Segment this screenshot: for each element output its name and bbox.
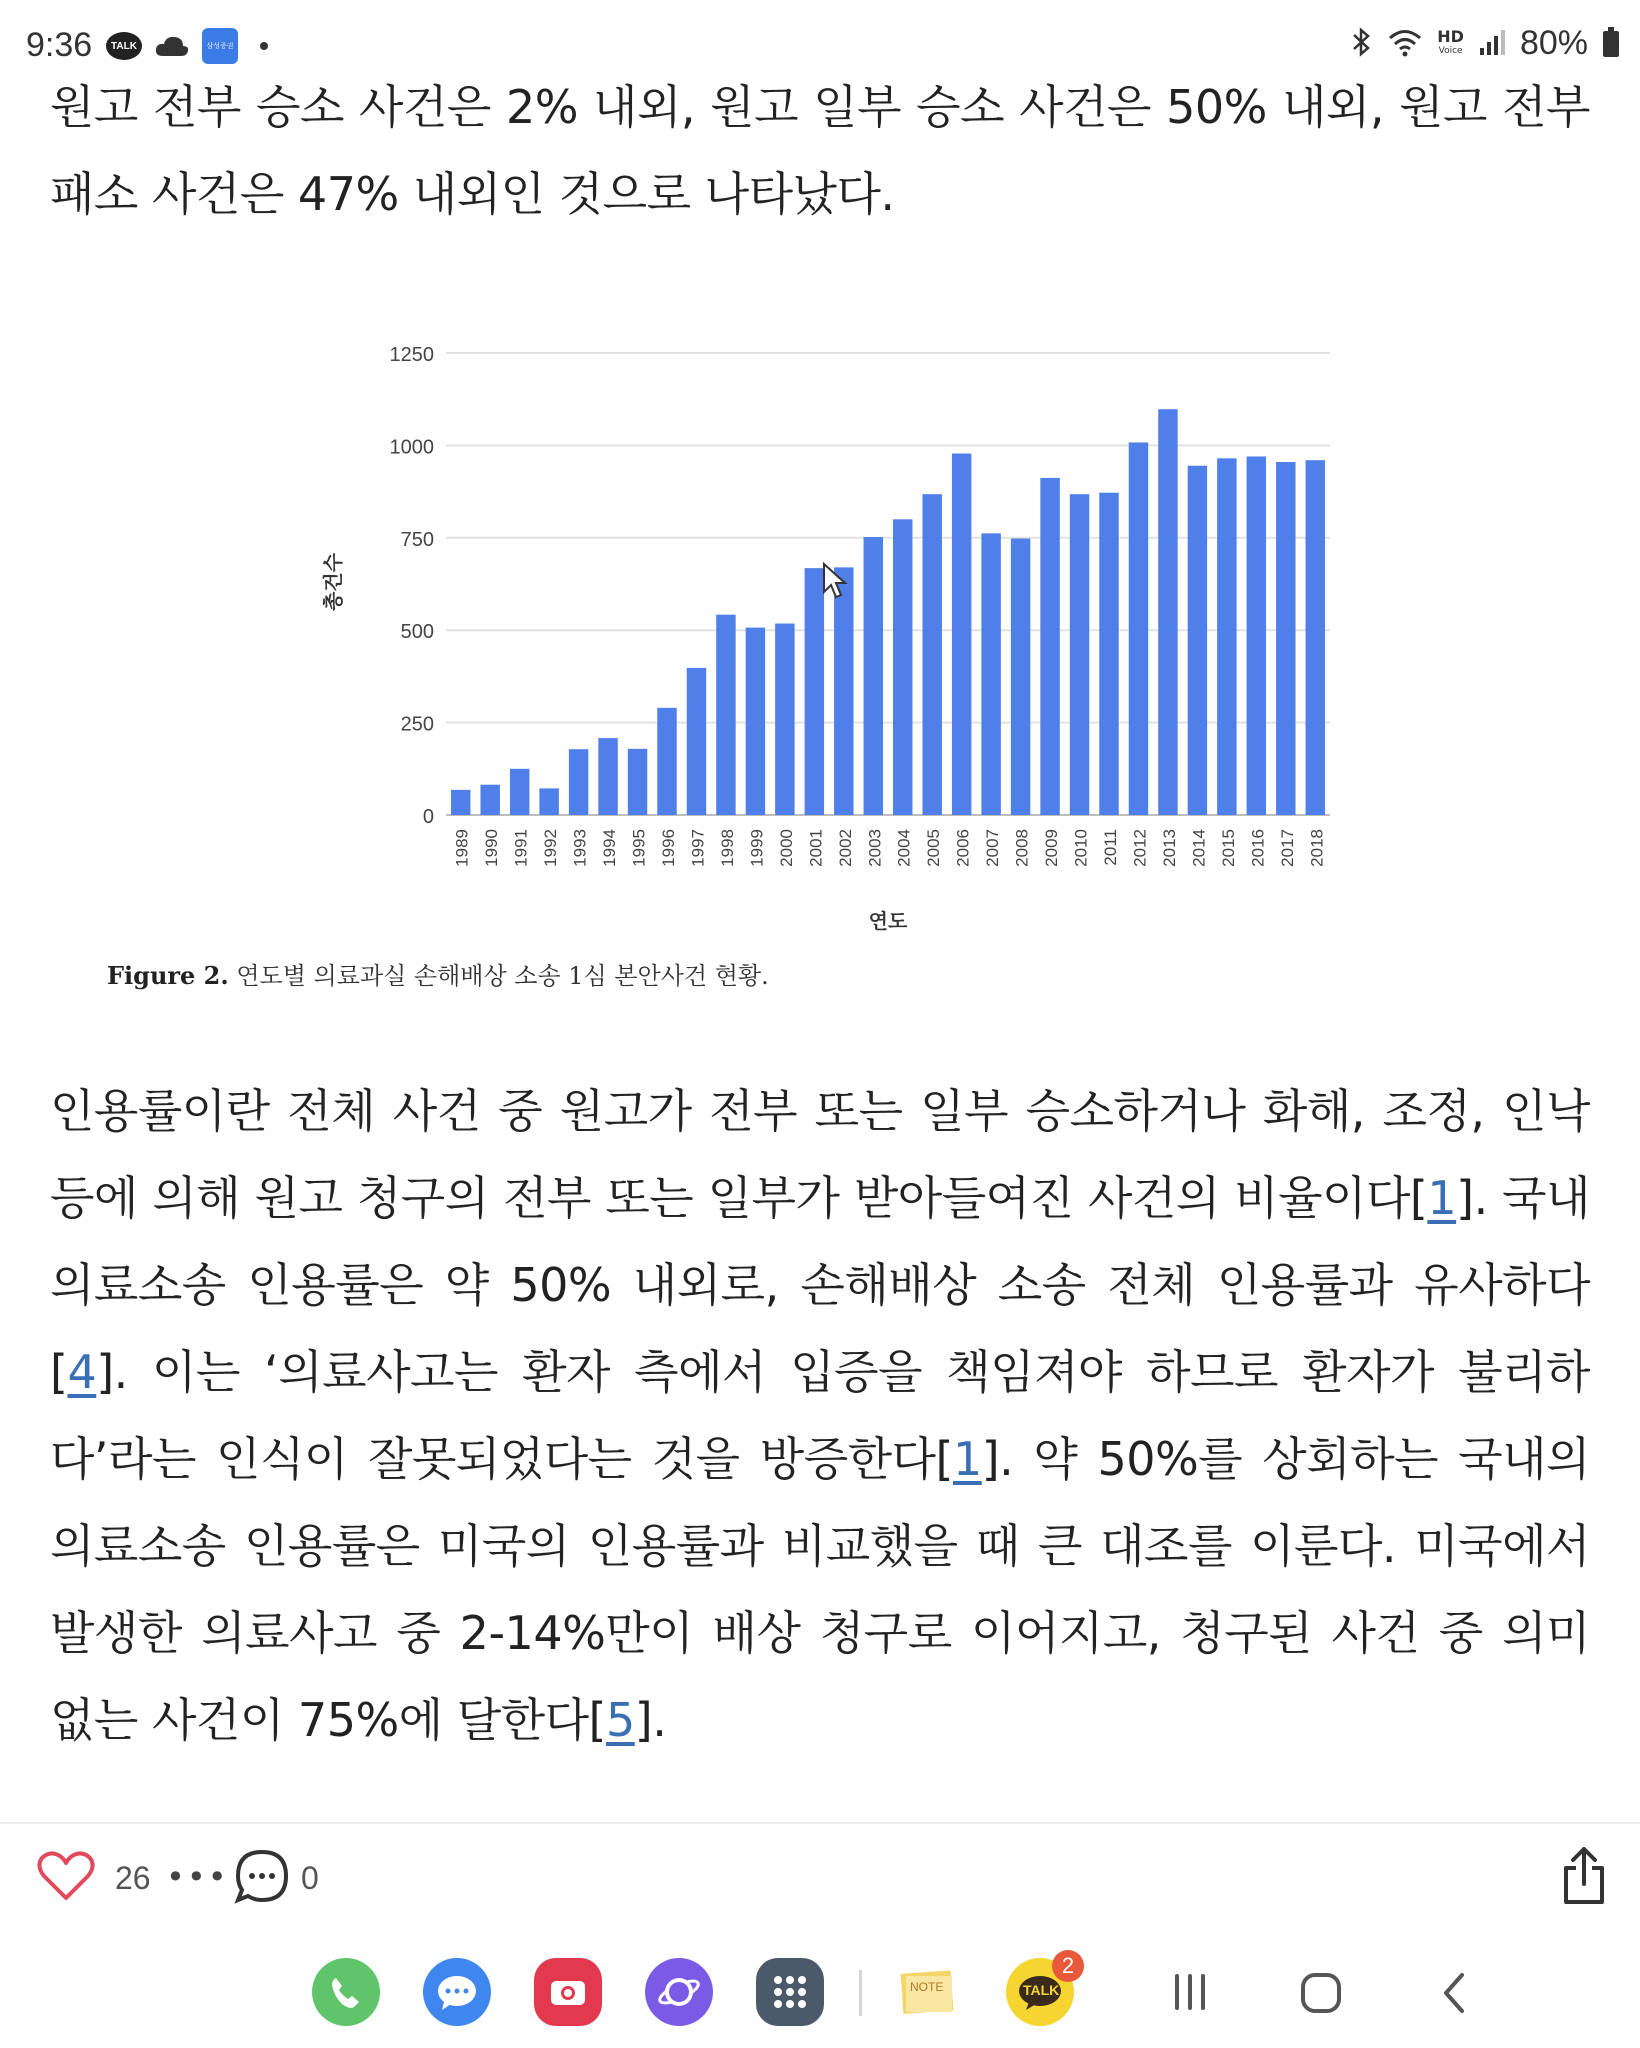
y-tick-label: 250 <box>400 713 434 736</box>
paragraph-text: ]. 국내 의료소송 인용률은 약 50% 내외로, 손해배상 소송 전체 인용률과 유사하다[ <box>50 1171 1590 1399</box>
x-tick-label: 2007 <box>983 828 1003 867</box>
x-tick-label: 2017 <box>1277 829 1297 867</box>
bar <box>981 533 1000 815</box>
x-tick-label: 2018 <box>1307 829 1327 867</box>
y-tick-label: 500 <box>400 621 434 644</box>
notification-icons <box>106 28 268 64</box>
bar <box>1040 478 1059 815</box>
more-options-icon[interactable]: ••• <box>166 1858 229 1896</box>
x-tick-label: 2001 <box>806 829 826 867</box>
figure-caption <box>107 956 769 991</box>
y-tick-label: 750 <box>400 528 434 551</box>
kakaotalk-app-label: TALK <box>1023 1982 1060 1998</box>
figure-caption-label: Figure 2. <box>107 961 229 990</box>
article-paragraph-2 <box>50 1068 1590 1764</box>
messages-app-icon[interactable] <box>423 1958 491 2026</box>
bar <box>1276 462 1295 815</box>
comment-count: 0 <box>301 1860 319 1896</box>
kakaotalk-badge: 2 <box>1052 1950 1084 1982</box>
dock-separator <box>859 1970 862 2016</box>
x-tick-label: 2013 <box>1159 829 1179 867</box>
home-icon[interactable] <box>1298 1970 1344 2020</box>
status-time: 9:36 <box>26 26 93 64</box>
bar <box>1070 494 1089 815</box>
bar <box>569 749 588 815</box>
wifi-icon <box>1387 27 1423 61</box>
apps-grid-icon[interactable] <box>756 1958 824 2026</box>
x-tick-label: 2006 <box>953 829 973 867</box>
paragraph-text: ]. 이는 ‘의료사고는 환자 측에서 입증을 책임져야 하므로 환자가 불리하다’라는 인식이 잘못되었다는 것을 방증한다[ <box>50 1345 1590 1486</box>
recent-apps-icon[interactable] <box>1168 1970 1212 2018</box>
figure <box>0 300 1640 1020</box>
y-tick-label: 1000 <box>389 436 434 459</box>
y-tick-label: 0 <box>422 806 434 828</box>
system-icons <box>1349 24 1620 63</box>
bar <box>864 537 883 815</box>
reference-link-1[interactable]: 1 <box>952 1432 982 1486</box>
reference-link-1[interactable]: 1 <box>1427 1171 1457 1225</box>
bar <box>805 568 824 815</box>
bar <box>657 708 676 815</box>
battery-percent: 80% <box>1519 24 1588 62</box>
figure-caption-text: 연도별 의료과실 손해배상 소송 1심 본안사건 현황. <box>228 962 769 990</box>
paragraph-text: ]. 약 50%를 상회하는 국내의 의료소송 인용률은 미국의 인용률과 비교했을 때 큰 대조를 이룬다. 미국에서 발생한 의료사고 중 2-14%만이 배상 청구로 이어지고, 청구된 사건 중 의미 없는 사건이 75%에 달한다[ <box>50 1432 1590 1747</box>
kakaotalk-notification-icon: TALK <box>106 32 142 60</box>
bar <box>716 615 735 815</box>
x-axis-label: 연도 <box>868 909 908 933</box>
bar <box>480 785 499 815</box>
cloud-icon <box>154 34 190 58</box>
note-app-icon[interactable] <box>894 1958 962 2026</box>
bar <box>893 519 912 815</box>
bar <box>628 749 647 815</box>
signal-icon <box>1478 28 1506 60</box>
internet-app-icon[interactable] <box>645 1958 713 2026</box>
comment-icon[interactable] <box>234 1848 290 1908</box>
paragraph-text: ]. <box>634 1693 667 1747</box>
x-tick-label: 2015 <box>1218 829 1238 867</box>
x-tick-label: 1991 <box>511 829 531 867</box>
x-tick-label: 2014 <box>1189 829 1209 867</box>
x-tick-label: 1989 <box>452 829 472 867</box>
reference-link-4[interactable]: 4 <box>67 1345 97 1399</box>
article-paragraph-1 <box>50 64 1590 238</box>
bar <box>746 628 765 815</box>
x-tick-label: 2016 <box>1248 829 1268 867</box>
bar <box>1158 409 1177 815</box>
bar <box>775 624 794 815</box>
x-tick-label: 2004 <box>894 829 914 867</box>
securities-app-icon: 삼성증권 <box>202 28 238 64</box>
paragraph-text: 원고 전부 승소 사건은 2% 내외, 원고 일부 승소 사건은 50% 내외, 원고 전부 패소 사건은 47% 내외인 것으로 나타났다. <box>50 80 1590 221</box>
bar <box>1099 493 1118 815</box>
bar <box>922 494 941 815</box>
x-tick-label: 1996 <box>659 829 678 867</box>
bar <box>952 454 971 815</box>
like-heart-icon[interactable] <box>36 1848 96 1908</box>
x-tick-label: 1997 <box>688 829 708 867</box>
x-tick-label: 2010 <box>1071 829 1091 867</box>
bar <box>1247 456 1266 815</box>
paragraph-text: 인용률이란 전체 사건 중 원고가 전부 또는 일부 승소하거나 화해, 조정, 인낙 등에 의해 원고 청구의 전부 또는 일부가 받아들여진 사건의 비율이다[ <box>50 1084 1590 1225</box>
x-tick-label: 2009 <box>1042 829 1062 867</box>
x-tick-label: 2012 <box>1130 829 1150 867</box>
more-notifications-dot-icon <box>260 42 268 50</box>
bar <box>687 668 706 815</box>
note-app-label: NOTE <box>910 1980 944 1994</box>
x-tick-label: 1999 <box>747 829 767 867</box>
bar <box>539 788 558 815</box>
bar <box>1129 442 1148 815</box>
battery-icon <box>1602 26 1620 62</box>
x-tick-label: 1990 <box>482 829 502 867</box>
bar <box>1011 539 1030 815</box>
x-tick-label: 1995 <box>629 829 649 867</box>
post-action-bar <box>0 1830 1640 1930</box>
bar-chart <box>0 300 1640 980</box>
back-icon[interactable] <box>1436 1970 1472 2020</box>
bar <box>834 567 853 815</box>
hd-voice-icon: HD Voice <box>1437 26 1464 56</box>
phone-app-icon[interactable] <box>312 1958 380 2026</box>
x-tick-label: 1994 <box>600 829 620 867</box>
x-tick-label: 2011 <box>1101 829 1120 866</box>
x-tick-label: 2005 <box>924 829 944 867</box>
bar <box>451 790 470 815</box>
bar <box>1217 458 1236 815</box>
y-axis-label: 총건수 <box>321 553 345 611</box>
x-tick-label: 1992 <box>541 829 561 867</box>
y-tick-label: 1250 <box>389 344 434 366</box>
bar <box>510 769 529 815</box>
camera-app-icon[interactable] <box>534 1958 602 2026</box>
app-dock <box>0 1940 1640 2048</box>
reference-link-5[interactable]: 5 <box>605 1693 635 1747</box>
share-icon[interactable] <box>1560 1846 1608 1910</box>
x-tick-label: 2002 <box>835 829 855 867</box>
divider <box>0 1822 1640 1824</box>
bluetooth-icon <box>1349 26 1373 62</box>
bar <box>598 738 617 815</box>
x-tick-label: 1993 <box>570 829 590 867</box>
bar <box>1188 466 1207 815</box>
x-tick-label: 1998 <box>717 829 737 867</box>
x-tick-label: 2000 <box>776 829 796 867</box>
mouse-cursor-icon <box>822 562 848 600</box>
x-tick-label: 2003 <box>865 829 885 867</box>
bar <box>1306 460 1325 815</box>
like-count: 26 <box>115 1860 151 1896</box>
x-tick-label: 2008 <box>1012 829 1032 867</box>
